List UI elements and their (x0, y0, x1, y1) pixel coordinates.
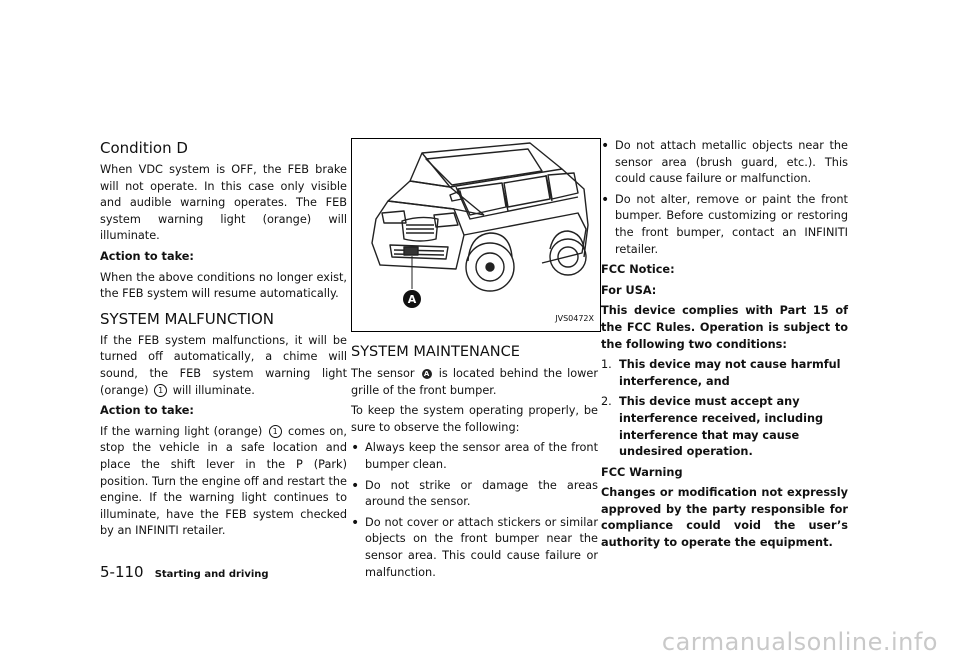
list-item: • Do not cover or attach stickers or similar objects on the front bumper near the sensor area. This could cause failure or malfunction. (351, 515, 598, 581)
callout-1-icon: 1 (154, 384, 167, 397)
condition-item: 2. This device must accept any interference received, including interference that may cause undesired operation. (601, 395, 824, 459)
for-usa-label: For USA: (601, 283, 657, 297)
fcc-warning-text: Changes or modification not expressly approved by the party responsible for compliance could void the user’s authority to operate the equipment. (601, 486, 848, 550)
list-item: • Always keep the sensor area of the front bumper clean. (351, 440, 598, 473)
malfunction-text (100, 333, 347, 399)
watermark: carmanualsonline.info (661, 628, 938, 656)
bullet-icon: • (351, 477, 360, 494)
action-text-2-post: comes on, stop the vehicle in a safe location and place the shift lever in the P (Park) position. Turn the engine off and restart the engine. If the warning light continues to illuminate, have the FEB system checked by an INFINITI retailer. (100, 424, 348, 538)
section-label: Starting and driving (154, 569, 269, 580)
action-label-2: Action to take: (100, 404, 194, 418)
bullet-icon: • (601, 191, 610, 208)
page-number: 5-110 (100, 563, 144, 581)
malfunction-text-post: will illuminate. (172, 383, 255, 397)
system-malfunction-heading: SYSTEM MALFUNCTION (100, 309, 275, 328)
action-label: Action to take: (100, 249, 194, 263)
vehicle-figure (351, 138, 601, 332)
fcc-warning-label: FCC Warning (601, 465, 683, 479)
action-text-2 (100, 424, 347, 540)
figure-label: A (407, 293, 417, 306)
sensor-text-post: is located behind the lower grille of the front bumper. (351, 367, 599, 397)
condition-d-text: When VDC system is OFF, the FEB brake will not operate. In this case only visible and audible warning operates. The FEB system warning light (orange) will illuminate. (100, 163, 347, 243)
fcc-text: This device complies with Part 15 of the FCC Rules. Operation is subject to the following two conditions: (601, 304, 848, 351)
malfunction-text-pre: If the FEB system malfunctions, it will be turned off automatically, a chime will sound, the FEB system warning light (orange) (100, 333, 347, 397)
suv-illustration (352, 139, 600, 331)
action-text: When the above conditions no longer exist, the FEB system will resume automatically. (100, 270, 347, 301)
callout-1-icon: 1 (269, 425, 282, 438)
bullet-icon: • (601, 138, 610, 154)
bullet-icon: • (351, 514, 360, 531)
condition-d-heading: Condition D (100, 139, 188, 157)
sensor-text-pre: The sensor (351, 367, 415, 380)
callout-a-icon: A (422, 369, 432, 379)
observe-text: To keep the system operating properly, be sure to observe the following: (351, 404, 598, 434)
bullet-icon: • (351, 440, 360, 457)
condition-item: 1. This device may not cause harmful interference, and (601, 358, 841, 388)
column-right (601, 138, 848, 556)
list-item: • Do not attach metallic objects near the sensor area (brush guard, etc.). This could cause failure or malfunction. (601, 138, 848, 188)
list-item: • Do not strike or damage the areas around the sensor. (351, 478, 598, 511)
figure-code: JVS0472X (555, 314, 594, 324)
page-footer (100, 562, 269, 581)
system-maintenance-heading: SYSTEM MAINTENANCE (351, 344, 520, 360)
fcc-notice-label: FCC Notice: (601, 263, 675, 277)
action-text-2-pre: If the warning light (orange) (100, 424, 263, 438)
list-item: • Do not alter, remove or paint the front bumper. Before customizing or restoring the front bumper, contact an INFINITI retailer. (601, 192, 848, 258)
sensor-text (351, 366, 598, 399)
column-left (100, 138, 347, 544)
column-middle (351, 138, 598, 585)
